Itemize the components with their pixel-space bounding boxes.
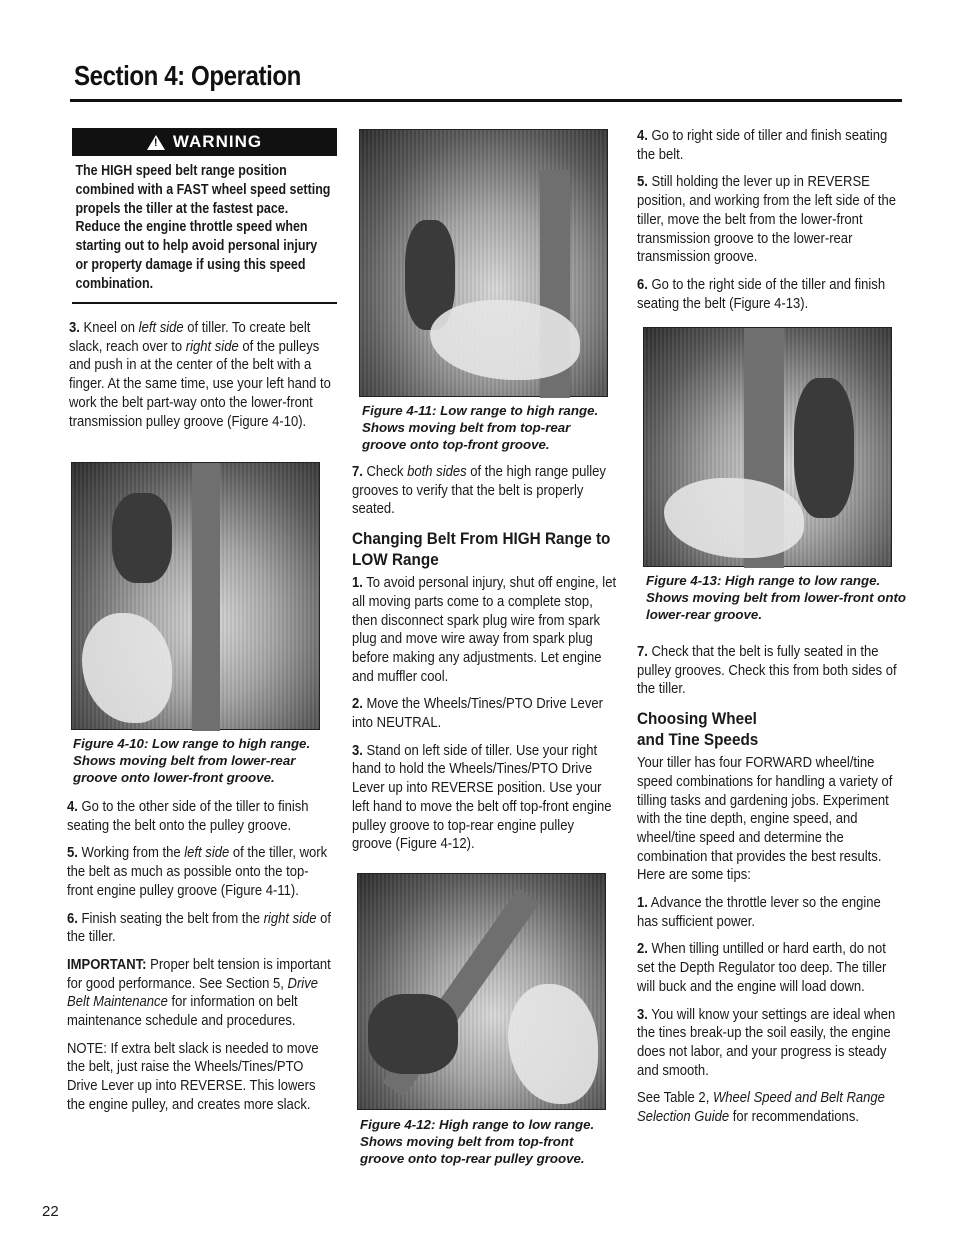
hl-step-2: 2. Move the Wheels/Tines/PTO Drive Lever into NEUTRAL. [352,696,603,732]
important-note: IMPORTANT: Proper belt tension is important for good performance. See Section 5, Drive Belt Maintenance for information on belt maintenance schedule and procedures. [67,956,331,1030]
figure-4-13-caption: Figure 4-13: High range to low range. Shows moving belt from lower-front onto lower-rear groove. [646,573,907,622]
hl-step-4: 4. Go to right side of tiller and finish seating the belt. [637,128,888,163]
see-table-note: See Table 2, Wheel Speed and Belt Range Selection Guide for recommendations. [637,1090,885,1126]
column-3-lower [637,643,900,1136]
title-rule [70,99,902,102]
step-7: 7. Check both sides of the high range pulley grooves to verify that the belt is properly seated. [352,464,606,518]
warning-label: WARNING [172,132,263,151]
page-number: 22 [42,1203,59,1220]
page-title: Section 4: Operation [74,60,301,91]
tip-3: 3. You will know your settings are ideal when the tines break-up the soil easily, the engine does not labor, and your progress is steady and smooth. [637,1006,896,1079]
warning-text: The HIGH speed belt range position combined with a FAST wheel speed setting propels the tiller at the fastest pace. Reduce the engine throttle speed when starting out to help avoid personal injury or property damage if using this speed combination. [75,163,331,292]
step-4: 4. Go to the other side of the tiller to finish seating the belt onto the pulley groove. [67,799,309,834]
column-1-lower [67,798,332,1124]
subhead-wheel-tine-speeds: Choosing Wheel and Tine Speeds [637,709,759,750]
speeds-intro: Your tiller has four FORWARD wheel/tine speed combinations for handling a variety of tilling tasks and gardening jobs. Experiment with the tine depth, engine speed, and wheel/tine speed and determine the combination that provides the best results. Here are some tips: [637,755,893,884]
warning-bar [72,128,337,156]
hl-step-1: 1. To avoid personal injury, shut off engine, let all moving parts come to a complete stop, then disconnect spark plug wire from spark plug and move wire away from spark plug before making any adjustments. Let engine and muffler cool. [352,575,617,685]
warning-triangle-icon [147,135,165,150]
figure-4-10-caption: Figure 4-10: Low range to high range. Shows moving belt from lower-rear groove onto lower-front groove. [73,736,311,785]
column-3-upper [637,127,900,322]
figure-4-12-photo [357,873,606,1110]
slack-note: NOTE: If extra belt slack is needed to move the belt, just raise the Wheels/Tines/PTO Drive Lever up into REVERSE. This lowers the engine pulley, and creates more slack. [67,1040,319,1113]
warning-rule [72,302,337,304]
figure-4-11-caption: Figure 4-11: Low range to high range. Shows moving belt from top-rear groove onto top-front groove. [362,403,599,452]
step-5: 5. Working from the left side of the tiller, work the belt as much as possible onto the top-front engine pulley groove (Figure 4-11). [67,845,328,899]
figure-4-11-photo [359,129,608,397]
step-6: 6. Finish seating the belt from the right side of the tiller. [67,910,332,946]
figure-4-13-photo [643,327,892,567]
column-2-text [352,463,618,863]
figure-4-10-photo [71,462,320,730]
tip-1: 1. Advance the throttle lever so the engine has sufficient power. [637,895,881,930]
subhead-high-to-low: Changing Belt From HIGH Range to LOW Range [352,529,611,570]
figure-4-12-caption: Figure 4-12: High range to low range. Shows moving belt from top-front groove onto top-rear pulley groove. [360,1117,595,1166]
step-3: 3. Kneel on left side of tiller. To create belt slack, reach over to right side of the pulleys and push in at the center of the belt with a finger. At the same time, use your left hand to work the belt part-way onto the lower-front transmission pulley groove (Figure 4-10). [69,320,331,430]
hl-step-6: 6. Go to the right side of the tiller and finish seating the belt (Figure 4-13). [637,276,886,312]
hl-step-5: 5. Still holding the lever up in REVERSE position, and working from the left side of the tiller, move the belt from the lower-front transmission groove to the lower-rear transmission groove. [637,174,896,266]
column-1-upper [69,319,332,440]
tip-2: 2. When tilling untilled or hard earth, do not set the Depth Regulator too deep. The tiller will buck and the engine will load down. [637,941,887,995]
hl-step-3: 3. Stand on left side of tiller. Use your right hand to hold the Wheels/Tines/PTO Drive Lever up into REVERSE position. Use your left hand to move the belt off top-front engine pulley groove to top-rear engine pulley groove (Figure 4-12). [352,742,612,853]
hl-step-7: 7. Check that the belt is fully seated in the pulley grooves. Check this from both sides of the tiller. [637,644,897,698]
warning-box [72,128,337,304]
